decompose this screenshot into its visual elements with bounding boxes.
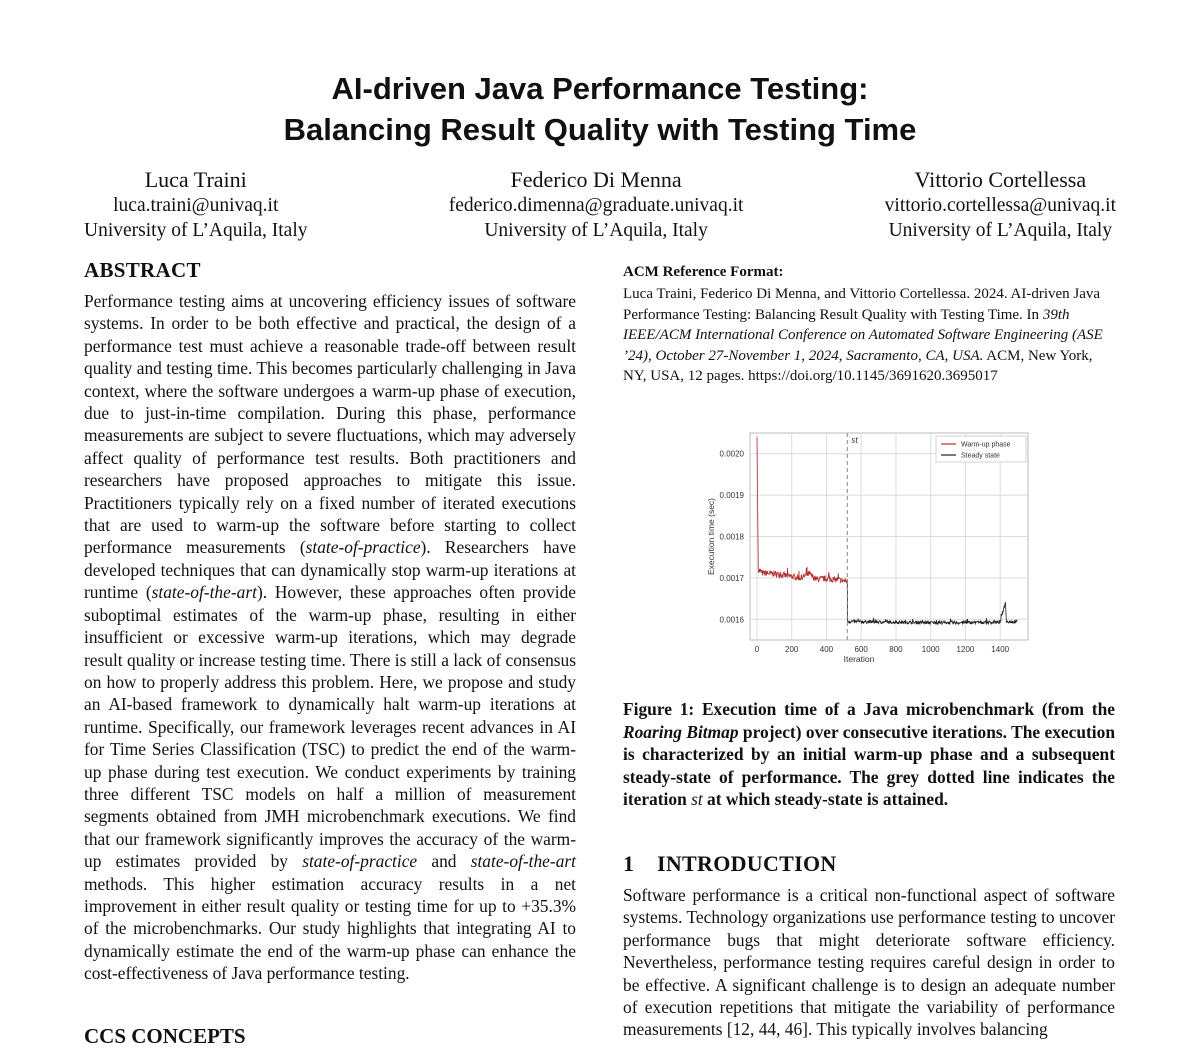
legend-label: Warm-up phase bbox=[961, 441, 1011, 449]
x-tick-label: 400 bbox=[819, 645, 834, 654]
author-name: Vittorio Cortellessa bbox=[914, 167, 1087, 192]
y-tick-label: 0.0018 bbox=[719, 532, 744, 542]
section-title: INTRODUCTION bbox=[657, 851, 837, 876]
author-email: federico.dimenna@graduate.univaq.it bbox=[448, 195, 744, 216]
figure-1 bbox=[700, 428, 1040, 673]
y-tick-label: 0.0016 bbox=[719, 615, 744, 625]
introduction-section bbox=[623, 850, 1115, 1041]
abstract-heading: ABSTRACT bbox=[84, 258, 201, 282]
y-tick-label: 0.0019 bbox=[719, 491, 744, 501]
author-affiliation: University of L’Aquila, Italy bbox=[84, 220, 308, 241]
x-tick-label: 200 bbox=[785, 645, 799, 654]
steady-state-marker-label: st bbox=[851, 435, 858, 446]
paper-title bbox=[0, 68, 1200, 150]
author-name: Luca Traini bbox=[144, 167, 247, 192]
x-tick-label: 1400 bbox=[991, 645, 1010, 654]
x-axis-label: Iteration bbox=[843, 654, 875, 664]
ccs-heading: CCS CONCEPTS bbox=[84, 1024, 246, 1048]
y-tick-label: 0.0017 bbox=[719, 573, 744, 583]
acm-reference bbox=[623, 256, 1115, 387]
x-tick-label: 600 bbox=[854, 645, 868, 654]
introduction-text: Software performance is a critical non-functional aspect of software systems. Technology organizations use performance testing to uncover performance bugs that might deteriorate software efficiency. Nevertheless, performance testing requires careful design in order to be effective. A significant challenge is to design an adequate number of execution repetitions that mitigate the variability of performance measurements [12, 44, 46]. This typically involves balancing bbox=[623, 885, 1115, 1040]
section-number: 1 bbox=[623, 851, 635, 876]
execution-time-chart bbox=[700, 428, 1040, 673]
author-email: luca.traini@univaq.it bbox=[113, 195, 279, 216]
author-2 bbox=[449, 166, 744, 243]
legend-label: Steady state bbox=[961, 452, 1000, 460]
author-affiliation: University of L’Aquila, Italy bbox=[888, 220, 1113, 241]
y-axis-label: Execution time (sec) bbox=[706, 498, 716, 575]
x-tick-label: 0 bbox=[754, 645, 760, 654]
x-tick-label: 800 bbox=[889, 645, 903, 654]
acm-reference-heading: ACM Reference Format: bbox=[623, 264, 784, 280]
author-affiliation: University of L’Aquila, Italy bbox=[484, 220, 708, 241]
title-line-1: AI-driven Java Performance Testing: bbox=[331, 71, 869, 106]
y-tick-label: 0.0020 bbox=[719, 449, 744, 459]
figure-caption: Figure 1: Execution time of a Java microbenchmark (from the Roaring Bitmap project) over consecutive iterations. The execution is characterized by an initial warm-up phase and a subsequent steady-state of performance. The grey dotted line indicates the iteration st at which steady-state is attained. bbox=[623, 699, 1115, 809]
introduction-heading bbox=[623, 850, 1115, 878]
author-name: Federico Di Menna bbox=[510, 167, 682, 192]
abstract-section bbox=[84, 256, 576, 985]
acm-reference-text: Luca Traini, Federico Di Menna, and Vittorio Cortellessa. 2024. AI-driven Java Performance Testing: Balancing Result Quality with Testing Time. In 39th IEEE/ACM International Conference on Automated Software Engineering (ASE ’24), October 27-November 1, 2024, Sacramento, CA, USA. ACM, New York, NY, USA, 12 pages. https://doi.org/10.1145/3691620.3695017 bbox=[623, 286, 1103, 384]
author-email: vittorio.cortellessa@univaq.it bbox=[884, 195, 1116, 216]
x-tick-label: 1000 bbox=[921, 645, 940, 654]
author-3 bbox=[885, 166, 1116, 243]
title-line-2: Balancing Result Quality with Testing Time bbox=[283, 112, 917, 147]
x-tick-label: 1200 bbox=[956, 645, 975, 654]
abstract-text: Performance testing aims at uncovering efficiency issues of software systems. In order to be both effective and practical, the design of a performance test must achieve a reasonable trade-off between result quality and testing time. This becomes particularly challenging in Java context, where the software undergoes a warm-up phase of execution, due to just-in-time compilation. During this phase, performance measurements are subject to severe fluctuations, which may adversely affect quality of performance test results. Both practitioners and researchers have proposed approaches to mitigate this issue. Practitioners typically rely on a fixed number of iterated executions that are used to warm-up the software before starting to collect performance measurements (state-of-practice). Researchers have developed techniques that can dynamically stop warm-up iterations at runtime (state-of-the-art). However, these approaches often provide suboptimal estimates of the warm-up phase, resulting in either insufficient or excessive warm-up iterations, which may degrade result quality or increase testing time. There is still a lack of consensus on how to properly address this problem. Here, we propose and study an AI-based framework to dynamically halt warm-up iterations at runtime. Specifically, our framework leverages recent advances in AI for Time Series Classification (TSC) to predict the end of the warm-up phase during test execution. We conduct experiments by training three different TSC models on half a million of measurement segments obtained from JMH microbenchmark executions. We find that our framework significantly improves the accuracy of the warm-up estimates provided by state-of-practice and state-of-the-art methods. This higher estimation accuracy results in a net improvement in either result quality or testing time for up to +35.3% of the microbenchmarks. Our study highlights that integrating AI to dynamically estimate the end of the warm-up phase can enhance the cost-effectiveness of Java performance testing. bbox=[84, 291, 576, 984]
author-block bbox=[84, 166, 1116, 243]
author-1 bbox=[84, 166, 308, 243]
